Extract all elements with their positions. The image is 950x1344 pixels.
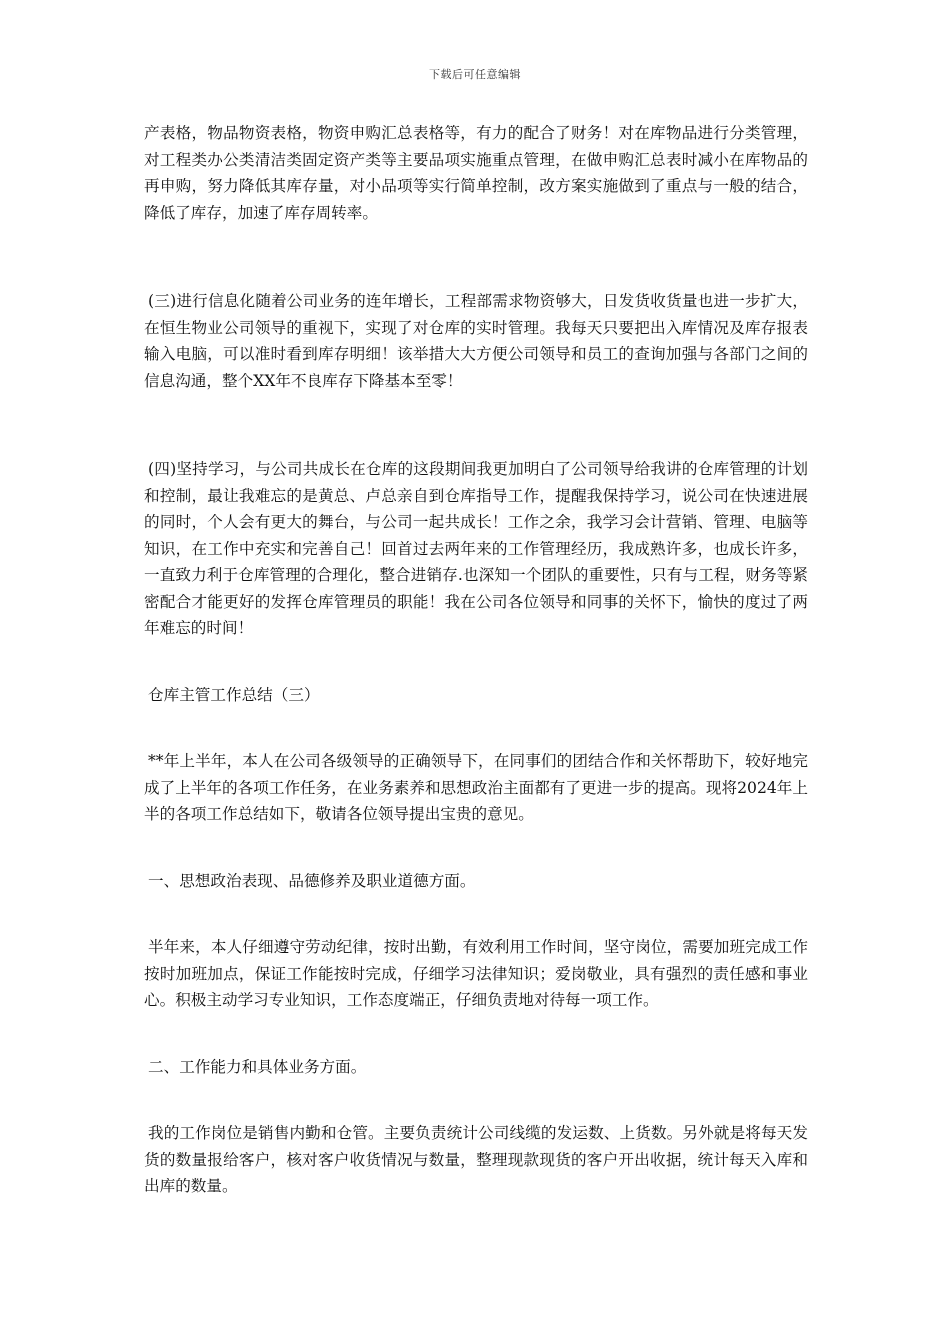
paragraph-informatization: (三)进行信息化随着公司业务的连年增长，工程部需求物资够大，日发货收货量也进一步扩大，在恒生物业公司领导的重视下，实现了对仓库的实时管理。我每天只要把出入库情况及库存报表输入电脑，可以准时看到库存明细！该举措大大方便公司领导和员工的查询加强与各部门之间的信息沟通，整个XX年不良库存下降基本至零！: [144, 292, 808, 390]
paragraph-inventory-management: 产表格，物品物资表格，物资申购汇总表格等，有力的配合了财务！对在库物品进行分类管理，对工程类办公类清洁类固定资产类等主要品项实施重点管理，在做申购汇总表时减小在库物品的再申购，努力降低其库存量，对小品项等实行简单控制，改方案实施做到了重点与一般的结合，降低了库存，加速了库存周转率。: [144, 124, 808, 222]
paragraph-introduction: **年上半年，本人在公司各级领导的正确领导下，在同事们的团结合作和关怀帮助下，较好地完成了上半年的各项工作任务，在业务素养和思想政治主面都有了更进一步的提高。现将2024年上半的各项工作总结如下，敬请各位领导提出宝贵的意见。: [144, 752, 808, 823]
paragraph-work-ability: 我的工作岗位是销售内勤和仓管。主要负责统计公司线缆的发运数、上货数。另外就是将每天发货的数量报给客户，核对客户收货情况与数量，整理现款现货的客户开出收据，统计每天入库和出库的数量。: [144, 1124, 808, 1195]
paragraph-ideology: 半年来，本人仔细遵守劳动纪律，按时出勤，有效利用工作时间，坚守岗位，需要加班完成工作按时加班加点，保证工作能按时完成，仔细学习法律知识；爱岗敬业，具有强烈的责任感和事业心。积极主动学习专业知识，工作态度端正，仔细负责地对待每一项工作。: [144, 938, 808, 1009]
document-body: [144, 120, 808, 1200]
section-title: 仓库主管工作总结（三）: [148, 685, 320, 704]
page-header: 下载后可任意编辑: [429, 68, 521, 81]
heading-work-ability: 二、工作能力和具体业务方面。: [148, 1057, 367, 1076]
heading-ideology: 一、思想政治表现、品德修养及职业道德方面。: [148, 871, 476, 890]
paragraph-keep-learning: (四)坚持学习，与公司共成长在仓库的这段期间我更加明白了公司领导给我讲的仓库管理的计划和控制，最让我难忘的是黄总、卢总亲自到仓库指导工作，提醒我保持学习，说公司在快速进展的同时，个人会有更大的舞台，与公司一起共成长！工作之余，我学习会计营销、管理、电脑等知识，在工作中充实和完善自己！回首过去两年来的工作管理经历，我成熟许多，也成长许多，一直致力利于仓库管理的合理化，整合进销存.也深知一个团队的重要性，只有与工程，财务等紧密配合才能更好的发挥仓库管理员的职能！我在公司各位领导和同事的关怀下，愉快的度过了两年难忘的时间！: [144, 460, 808, 637]
